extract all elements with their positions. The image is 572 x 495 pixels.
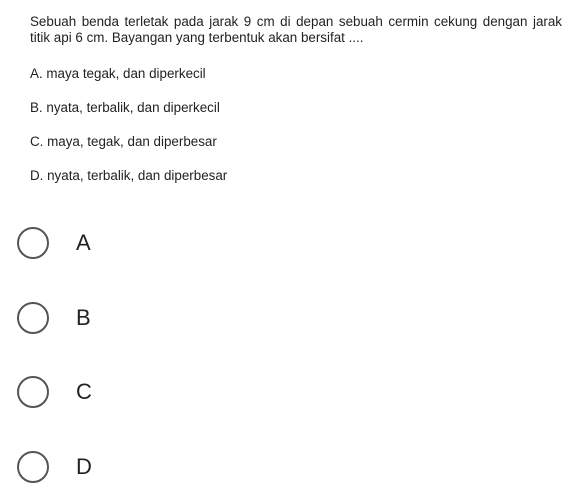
answer-choice-b[interactable] [17, 298, 317, 338]
answer-choice-label-a: A [76, 230, 91, 255]
answer-choice-d[interactable] [17, 447, 317, 487]
answer-choice-c[interactable] [17, 372, 317, 412]
option-text-c: C. maya, tegak, dan diperbesar [30, 134, 217, 149]
radio-button-a[interactable] [17, 227, 49, 259]
option-text-d: D. nyata, terbalik, dan diperbesar [30, 168, 228, 183]
answer-choice-label-d: D [76, 454, 92, 479]
option-text-b: B. nyata, terbalik, dan diperkecil [30, 100, 220, 115]
answer-choice-label-b: B [76, 305, 91, 330]
radio-button-c[interactable] [17, 376, 49, 408]
question-text: Sebuah benda terletak pada jarak 9 cm di depan sebuah cermin cekung dengan jarak titik api 6 cm. Bayangan yang terbentuk akan bersifat .... [30, 14, 562, 45]
radio-button-d[interactable] [17, 451, 49, 483]
answer-choice-label-c: C [76, 379, 92, 404]
answer-choice-a[interactable] [17, 223, 317, 263]
radio-button-b[interactable] [17, 302, 49, 334]
option-text-a: A. maya tegak, dan diperkecil [30, 66, 206, 81]
